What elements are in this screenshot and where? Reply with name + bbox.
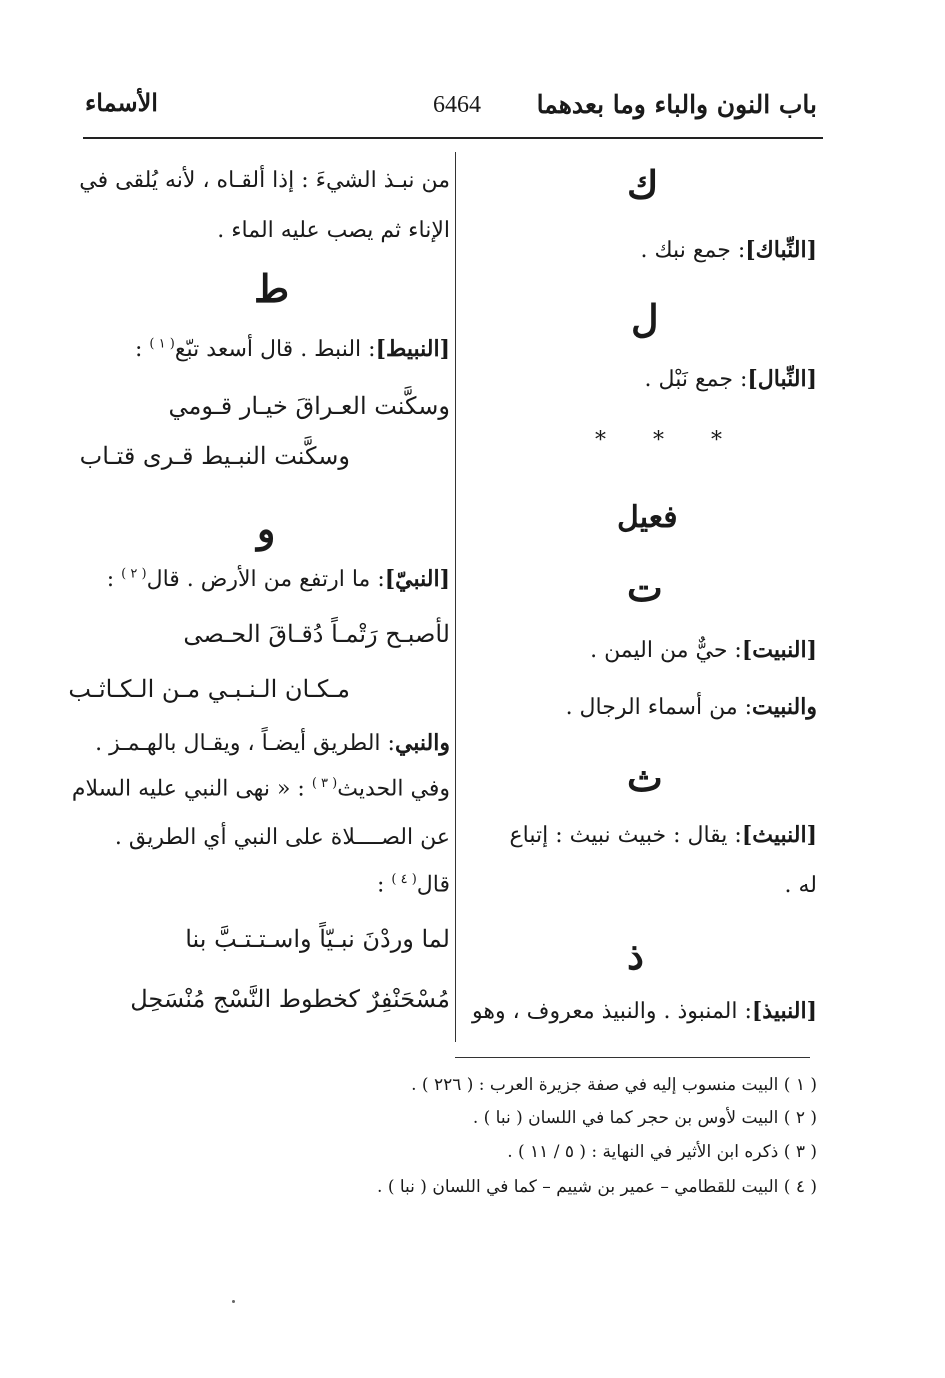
letter-ta: ت — [627, 565, 663, 610]
entry-term: [النِّباك] — [745, 237, 817, 263]
qal-line — [377, 872, 450, 897]
entry-definition: : جمع نَبْل . — [644, 367, 748, 392]
entry-nibak — [641, 237, 817, 263]
entry-definition: : الطريق أيضـاً ، ويقـال بالهـمـز . — [95, 731, 395, 756]
colon: : — [376, 872, 385, 898]
entry-definition: : ما ارتفع من الأرض . قال — [146, 567, 385, 592]
scan-speck — [232, 1300, 235, 1303]
section-title: الأسماء — [85, 88, 158, 117]
letter-waw: و — [257, 506, 276, 551]
verse-line: لما وردْنَ نبـيّاً واسـتـتـبَّ بنا — [185, 925, 450, 953]
footnote: ( ١ ) البيت منسوب إليه في صفة جزيرة العرب : ( ٢٢٦ ) . — [411, 1075, 817, 1095]
entry-term: [النبيت] — [741, 637, 817, 663]
entry-nabidh — [472, 998, 817, 1024]
entry-term: [النبيّ] — [384, 566, 450, 592]
colon: : — [134, 337, 143, 362]
continuation-line: الإناء ثم يصب عليه الماء . — [217, 218, 450, 243]
footnote-ref: ( ١ ) — [149, 336, 175, 352]
section-separator: * * * — [595, 428, 742, 453]
footnote-ref: ( ٤ ) — [391, 872, 417, 887]
entry-definition: : من أسماء الرجال . — [565, 695, 753, 720]
letter-lam: ل — [631, 296, 659, 341]
entry-nabith — [510, 822, 817, 848]
verse-line: لأصبـح رَتْمـاً دُقـاقَ الحـصى — [183, 620, 450, 648]
hadith-intro: وفي الحديث — [337, 776, 450, 802]
letter-kaf: ك — [627, 162, 659, 207]
verse-line: مـكـان الـنـبـي مـن الـكـاثـب — [68, 675, 350, 703]
pattern-heading: فعيل — [617, 500, 678, 535]
entry-term: والنبي — [394, 730, 450, 756]
footnote: ( ٣ ) ذكره ابن الأثير في النهاية : ( ٥ / ١١ ) . — [507, 1142, 817, 1162]
qal-text: قال — [416, 872, 450, 898]
entry-term: [النبيط] — [375, 336, 450, 362]
entry-definition: : المنبوذ . والنبيذ معروف ، وهو — [471, 999, 752, 1024]
footnote-ref: ( ٣ ) — [311, 776, 338, 791]
entry-definition: : جمع نبك . — [640, 238, 746, 263]
entry-nabiy — [107, 566, 450, 592]
letter-tha: ث — [627, 755, 663, 800]
footnote: ( ٢ ) البيت لأوس بن حجر كما في اللسان ( نبا ) . — [472, 1108, 817, 1128]
entry-term: [النبيث] — [741, 822, 817, 848]
entry-definition: : يقال : خبيث نبيث : إتباع — [509, 823, 742, 848]
footnote-ref: ( ٢ ) — [121, 566, 147, 582]
hadith-line: عن الصــــلاة على النبي أي الطريق . — [114, 825, 450, 850]
entry-term: [النبيذ] — [751, 998, 817, 1024]
hadith-line — [72, 776, 450, 801]
column-divider — [455, 152, 456, 1042]
entry-definition: : حيٌّ من اليمن . — [590, 638, 742, 663]
letter-taa: ط — [254, 266, 290, 311]
footnote-rule — [455, 1057, 810, 1058]
entry-nabit — [590, 637, 817, 663]
chapter-title: باب النون والباء وما بعدهما — [536, 90, 817, 119]
verse-line: وسكَّنت العـراقَ خيـار قـومي — [168, 392, 450, 420]
colon: : — [106, 567, 115, 592]
verse-line: وسكَّنت النبـيط قـرى قتـاب — [79, 442, 350, 470]
entry-term: [النِّبال] — [747, 366, 817, 392]
header-rule — [83, 137, 823, 139]
entry-nabit-2 — [566, 694, 817, 720]
letter-dhal: ذ — [627, 933, 644, 978]
hadith-text: : « نهى النبي عليه السلام — [71, 776, 305, 802]
continuation-line: من نبـذ الشيءَ : إذا ألقـاه ، لأنه يُلقى في — [79, 168, 450, 193]
entry-nabith-cont: له . — [784, 873, 817, 898]
page-number: 6464 — [433, 92, 481, 118]
entry-nabit-t — [135, 336, 450, 362]
entry-definition: : النبط . قال أسعد تبّع — [174, 337, 376, 362]
entry-nibal — [645, 366, 817, 392]
entry-nabiy-2 — [95, 730, 450, 756]
footnote: ( ٤ ) البيت للقطامي – عمير بن شييم – كما في اللسان ( نبا ) . — [377, 1177, 817, 1197]
entry-term: والنبيت — [752, 694, 817, 720]
verse-line: مُسْحَنْفِرٌ كخطوط النَّسْج مُنْسَحِل — [130, 985, 450, 1013]
